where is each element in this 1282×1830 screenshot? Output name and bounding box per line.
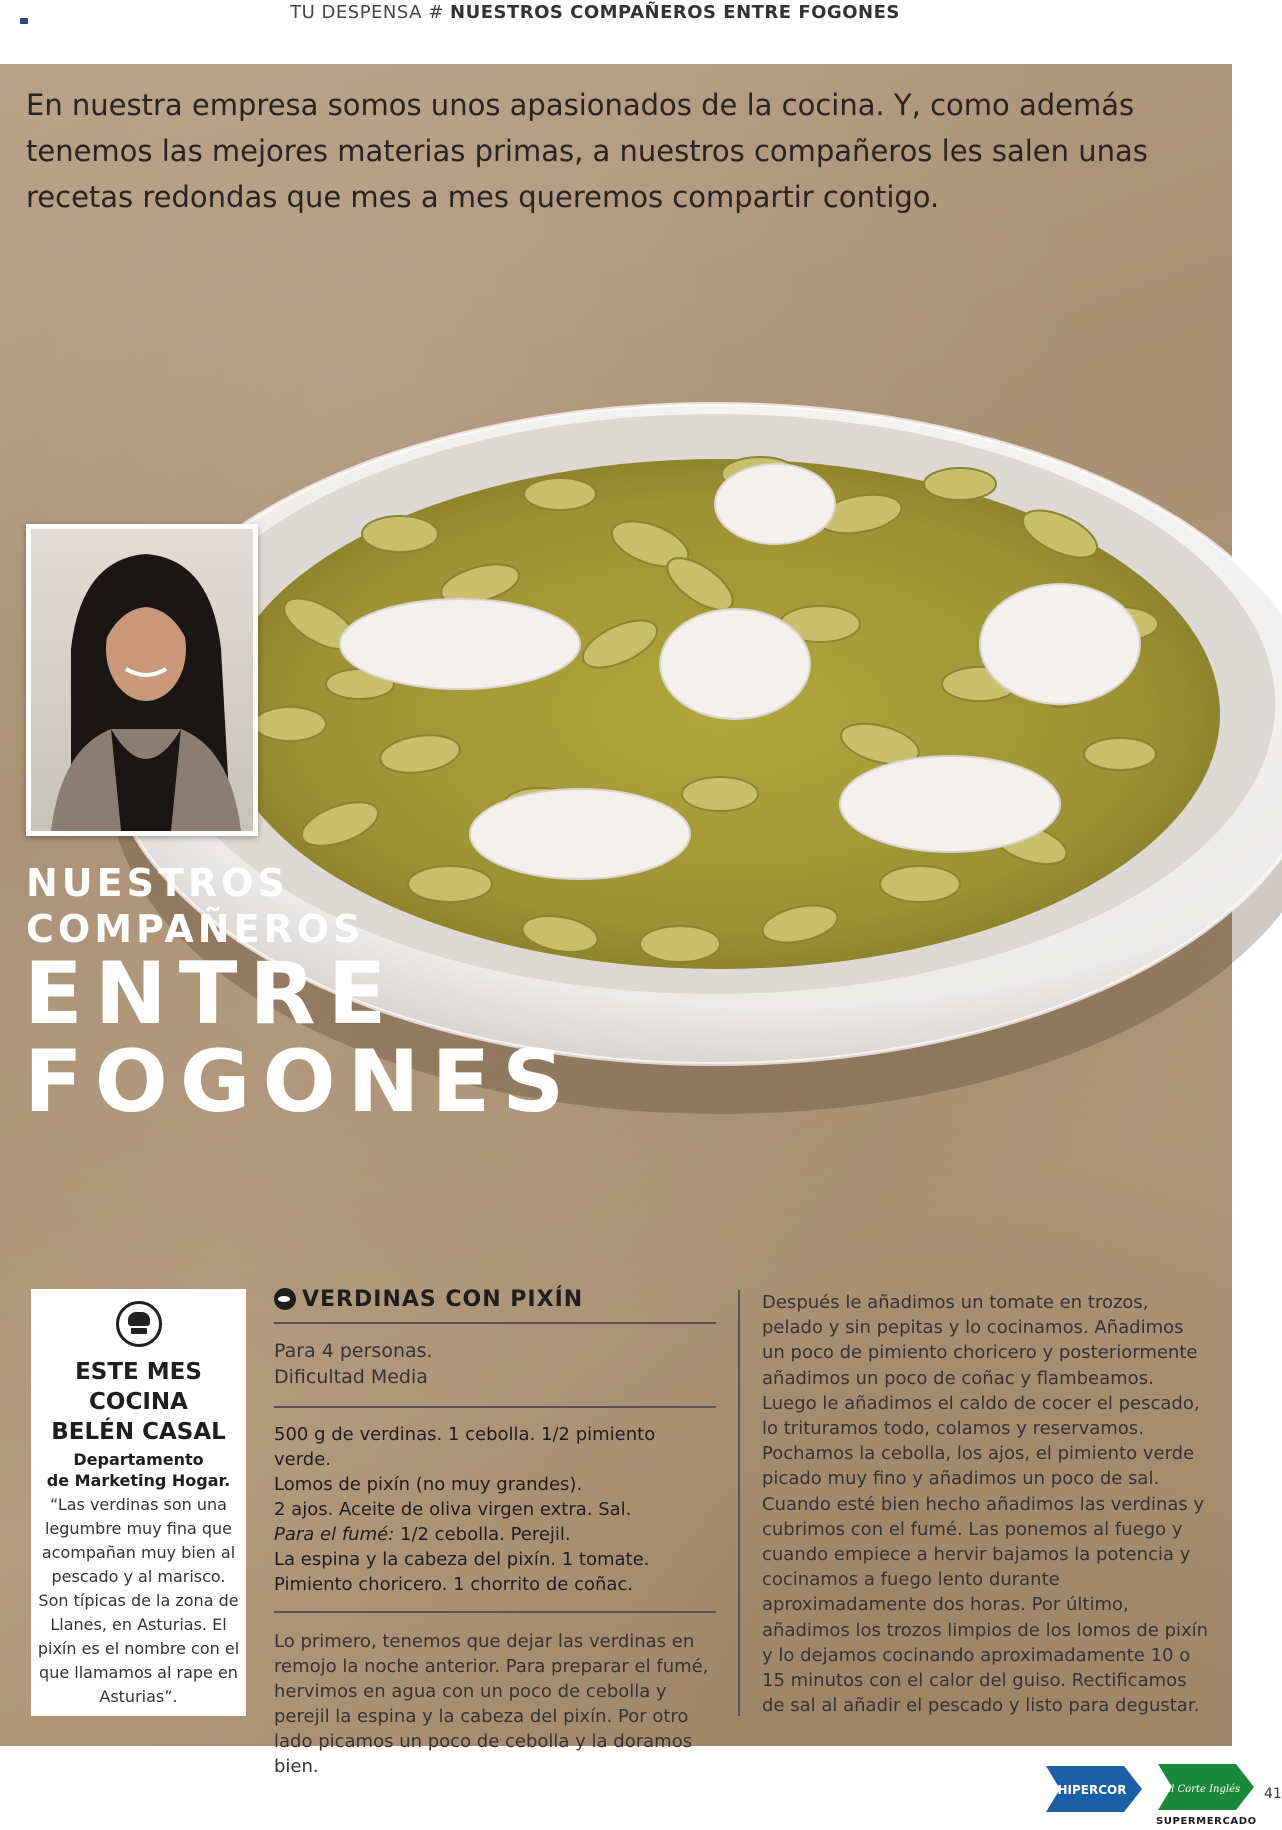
page-footer <box>0 1746 1280 1830</box>
recipe-servings: Para 4 personas. <box>274 1340 433 1362</box>
cook-box <box>31 1289 246 1716</box>
cook-dept2: de Marketing Hogar. <box>46 1471 231 1490</box>
header-title <box>0 2 1190 23</box>
fume-label: Para el fumé: <box>274 1524 395 1545</box>
recipe-column-1 <box>274 1280 716 1779</box>
cook-name: BELÉN CASAL <box>51 1419 226 1445</box>
ingredient-line: 500 g de verdinas. 1 cebolla. 1/2 pimiento verde. <box>274 1424 656 1470</box>
divider <box>274 1322 716 1324</box>
fish-icon <box>274 1288 296 1310</box>
hero-title-line1: NUESTROS <box>26 861 289 905</box>
recipe-difficulty: Dificultad Media <box>274 1366 428 1388</box>
divider <box>274 1406 716 1408</box>
hero-title-line2: COMPAÑEROS <box>26 907 365 951</box>
recipe-steps-2: Después le añadimos un tomate en trozos, pelado y sin pepitas y lo cocinamos. Añadimos un poco de pimiento choricero y posteriormente añadimos un poco de coñac y flambeamos. Luego le añadimos el caldo de cocer el pescado, lo trituramos todo, colamos y reservamos. Pochamos la cebolla, los ajos, el pimiento verde picado muy fino y añadimos un poco de sal. Cuando esté bien hecho añadimos las verdinas y cubrimos con el fumé. Las ponemos al fuego y cuando empiece a hervir bajamos la potencia y cocinamos a fuego lento durante aproximadamente dos horas. Por último, añadimos los trozos limpios de los lomos de pixín y lo dejamos cocinando aproximadamente 10 o 15 minutos con el calor del guiso. Rectificamos de sal al añadir el pescado y listo para degustar. <box>762 1292 1209 1717</box>
divider <box>274 1611 716 1613</box>
cook-line1: ESTE MES <box>75 1359 202 1385</box>
page-header <box>0 0 1280 30</box>
hero-title-line4: FOGONES <box>24 1032 577 1132</box>
ingredient-line: 2 ajos. Aceite de oliva virgen extra. Sal. <box>274 1499 632 1520</box>
hero-title-big <box>24 944 577 1132</box>
cook-line2: COCINA <box>89 1389 188 1415</box>
column-divider <box>738 1290 740 1716</box>
supermercado-label: SUPERMERCADO <box>1156 1816 1257 1827</box>
intro-text: En nuestra empresa somos unos apasionados de la cocina. Y, como además tenemos las mejores materias primas, a nuestros compañeros les salen unas recetas redondas que mes a mes queremos compartir contigo. <box>26 88 1148 214</box>
ingredient-line: La espina y la cabeza del pixín. 1 tomate. <box>274 1549 650 1570</box>
recipe-info <box>274 1328 716 1402</box>
hero-section <box>0 64 1232 1777</box>
eci-logo[interactable] <box>1156 1760 1256 1814</box>
header-title-bold: NUESTROS COMPAÑEROS ENTRE FOGONES <box>450 2 900 23</box>
ingredient-line: Lomos de pixín (no muy grandes). <box>274 1474 583 1495</box>
hipercor-logo[interactable] <box>1044 1762 1144 1816</box>
cook-dept1: Departamento <box>73 1450 204 1469</box>
chef-hat-icon <box>116 1301 162 1347</box>
eci-label: El Corte Inglés <box>1163 1784 1241 1795</box>
recipe-steps-1: Lo primero, tenemos que dejar las verdinas en remojo la noche anterior. Para preparar el fumé, hervimos en agua con un poco de cebolla y perejil la espina y la cabeza del pixín. Por otro lado picamos un poco de cebolla y la doramos bien. <box>274 1631 709 1777</box>
hipercor-label: HIPERCOR <box>1057 1783 1127 1797</box>
chef-photo <box>31 529 253 831</box>
fume-text: 1/2 cebolla. Perejil. <box>394 1524 571 1545</box>
ingredient-line <box>274 1522 716 1547</box>
recipe-title-text: VERDINAS CON PIXÍN <box>302 1286 584 1312</box>
hero-title-small <box>26 860 364 952</box>
cook-quote: “Las verdinas son una legumbre muy fina que acompañan muy bien al pescado y al marisco. Son típicas de la zona de Llanes, en Asturias. El pixín es el nombre con el que llamamos al rape en Asturias”. <box>37 1495 240 1706</box>
page-number: 41 <box>1264 1786 1282 1802</box>
recipe-ingredients <box>274 1412 716 1607</box>
header-section: TU DESPENSA # <box>290 2 444 23</box>
recipe-title <box>274 1280 716 1318</box>
chef-portrait <box>26 524 258 836</box>
ingredient-line: Pimiento choricero. 1 chorrito de coñac. <box>274 1574 634 1595</box>
hero-title-line3: ENTRE <box>24 944 399 1044</box>
